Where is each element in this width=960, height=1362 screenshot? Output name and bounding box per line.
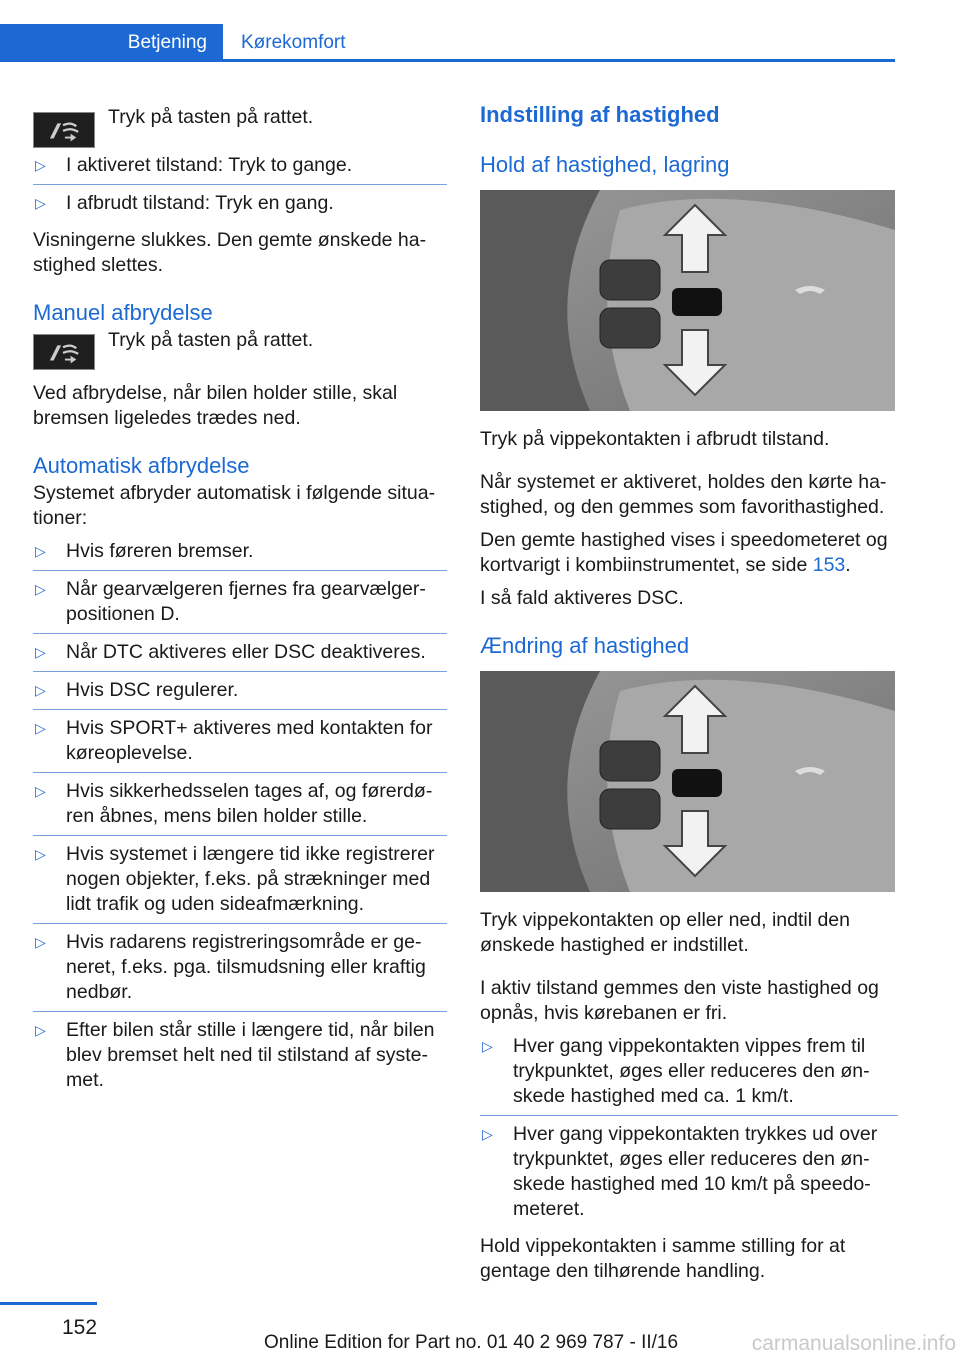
cruise-control-button-icon	[33, 112, 95, 148]
press-button-line-2	[33, 328, 447, 373]
paragraph-dsc: I så fald aktiveres DSC.	[480, 587, 684, 609]
list-item: ▷ Hver gang vippekontakten trykkes ud over trykpunktet, øges eller reduceres den ønskede hastighed med 10 km/t på speedometeret.	[482, 1123, 878, 1220]
triangle-bullet-icon: ▷	[35, 783, 46, 799]
list-item: ▷ Hvis sikkerhedsselen tages af, og førerdøren åbnes, mens bilen holder stille.	[33, 779, 447, 836]
cruise-control-button-icon	[33, 334, 95, 370]
heading-aendring-af-hastighed: Ændring af hastighed	[480, 633, 690, 658]
triangle-bullet-icon: ▷	[35, 846, 46, 862]
list-item: ▷ Når DTC aktiveres eller DSC deaktiveres.	[33, 640, 447, 672]
paragraph-press-up-down: Tryk vippekontakten op eller ned, indtil den ønskede hastighed er indstillet.	[480, 909, 850, 956]
list-item: ▷ Hver gang vippekontakten vippes frem til trykpunktet, øges eller reduceres den ønskede hastighed med ca. 1 km/t.	[480, 1034, 898, 1116]
paragraph-stored-speed: Den gemte hastighed vises i speedometeret og kortvarigt i kombiinstrumentet, se side 153.	[480, 529, 888, 576]
list-item: ▷ Hvis radarens registreringsområde er generet, f.eks. pga. tilsmudsning eller kraftig nedbør.	[33, 930, 447, 1012]
bullet-list-2	[33, 539, 447, 1099]
heading-indstilling-af-hastighed: Indstilling af hastighed	[480, 102, 720, 127]
press-button-line-1	[33, 100, 447, 145]
page-reference-link[interactable]: 153	[812, 554, 846, 576]
triangle-bullet-icon: ▷	[35, 644, 46, 660]
triangle-bullet-icon: ▷	[35, 581, 46, 597]
steering-wheel-rocker-switch-image-1	[480, 190, 895, 411]
heading-manuel-afbrydelse: Manuel afbrydelse	[33, 300, 213, 325]
triangle-bullet-icon: ▷	[35, 720, 46, 736]
list-item: ▷ Hvis DSC regulerer.	[33, 678, 447, 710]
press-button-text-2: Tryk på tasten på rattet.	[108, 329, 314, 351]
triangle-bullet-icon: ▷	[35, 934, 46, 950]
triangle-bullet-icon: ▷	[482, 1126, 493, 1142]
list-item: ▷ Hvis SPORT+ aktiveres med kontakten for køreoplevelse.	[33, 716, 447, 773]
triangle-bullet-icon: ▷	[35, 157, 46, 173]
triangle-bullet-icon: ▷	[35, 1022, 46, 1038]
list-item: ▷ I aktiveret tilstand: Tryk to gange.	[33, 153, 447, 185]
heading-automatisk-afbrydelse: Automatisk afbrydelse	[33, 453, 250, 478]
list-item: ▷ Når gearvælgeren fjernes fra gearvælgerpositionen D.	[33, 577, 447, 634]
header-rule	[0, 59, 895, 62]
footer-rule	[0, 1302, 97, 1305]
list-item: ▷ I afbrudt tilstand: Tryk en gang.	[35, 192, 334, 214]
watermark: carmanualsonline.info	[751, 1332, 956, 1355]
list-item: ▷ Hvis systemet i længere tid ikke registrerer nogen objekter, f.eks. på strækninger med lidt trafik og uden sideafmærkning.	[33, 842, 447, 924]
tab-betjening[interactable]: Betjening	[0, 24, 223, 62]
left-column	[33, 100, 447, 1105]
page-number: 152	[62, 1316, 98, 1339]
paragraph-brake-stop: Ved afbrydelse, når bilen holder stille, skal bremsen ligeledes trædes ned.	[33, 382, 398, 429]
triangle-bullet-icon: ▷	[35, 543, 46, 559]
right-column	[480, 100, 898, 1292]
list-item: ▷ Efter bilen står stille i længere tid, når bilen blev bremset helt ned til stilstand af systemet.	[35, 1019, 435, 1091]
triangle-bullet-icon: ▷	[35, 682, 46, 698]
triangle-bullet-icon: ▷	[35, 195, 46, 211]
paragraph-hold-rocker: Hold vippekontakten i samme stilling for at gentage den tilhørende handling.	[480, 1235, 846, 1282]
paragraph-system-active: Når systemet er aktiveret, holdes den kørte hastighed, og den gemmes som favorithastighed.	[480, 471, 887, 518]
heading-hold-af-hastighed: Hold af hastighed, lagring	[480, 152, 730, 177]
paragraph-display-off: Visningerne slukkes. Den gemte ønskede hastighed slettes.	[33, 229, 427, 276]
press-button-text-1: Tryk på tasten på rattet.	[108, 106, 314, 128]
triangle-bullet-icon: ▷	[482, 1038, 493, 1054]
steering-wheel-rocker-switch-image-2	[480, 671, 895, 892]
paragraph-auto-intro: Systemet afbryder automatisk i følgende situationer:	[33, 482, 436, 529]
edition-text: Online Edition for Part no. 01 40 2 969 787 - II/16	[264, 1332, 679, 1353]
bullet-list-1	[33, 153, 447, 222]
bullet-list-right	[480, 1034, 898, 1228]
paragraph-press-rocker: Tryk på vippekontakten i afbrudt tilstand.	[480, 428, 830, 450]
list-item: ▷ Hvis føreren bremser.	[33, 539, 447, 571]
paragraph-active-state: I aktiv tilstand gemmes den viste hastighed og opnås, hvis kørebanen er fri.	[480, 977, 879, 1024]
header-bar	[0, 24, 895, 62]
tab-korekomfort[interactable]: Kørekomfort	[241, 32, 346, 53]
